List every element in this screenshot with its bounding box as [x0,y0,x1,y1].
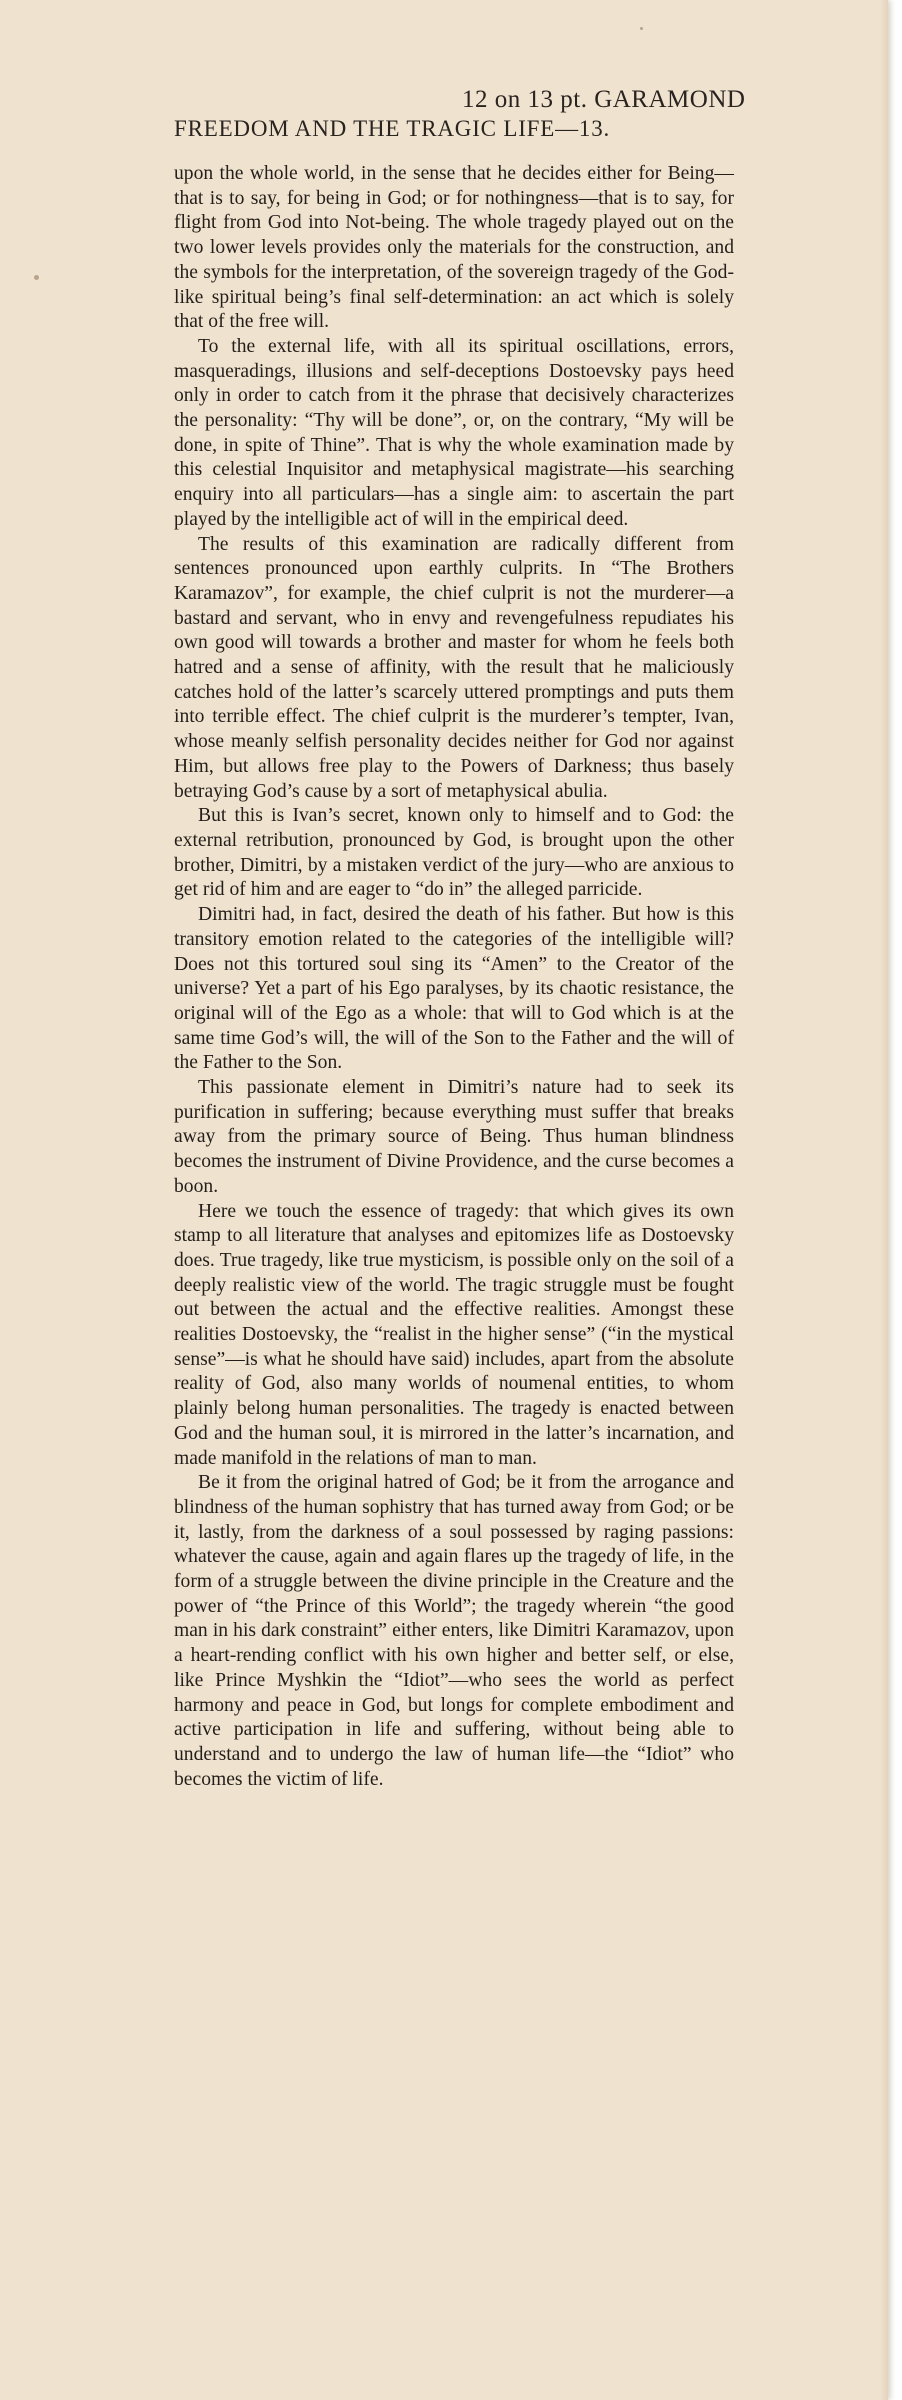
paragraph: upon the whole world, in the sense that he decides either for Being—that is to say, for being in God; or for nothingness—that is to say, for flight from God into Not-being. The whole tragedy played out on the two lower levels provides only the materials for the construction, and the symbols for the interpretation, of the sovereign tragedy of the God-like spiritual being’s final self-determination: an act which is solely that of the free will. [174,163,734,333]
paragraph: But this is Ivan’s secret, known only to himself and to God: the external retribution, pronounced by God, is brought upon the other brother, Dimitri, by a mistaken verdict of the jury—who are anxious to get rid of him and are eager to “do in” the alleged parricide. [174,805,734,901]
paper-spot [640,27,643,30]
running-head: FREEDOM AND THE TRAGIC LIFE—13. [174,116,611,141]
paper-spot [34,275,39,280]
paragraph: To the external life, with all its spiritual oscillations, errors, masqueradings, illusions and self-deceptions Dostoevsky pays heed only in order to catch from it the phrase that decisively characterizes the personality: “Thy will be done”, or, on the contrary, “My will be done, in spite of Thine”. That is why the whole examination made by this celestial Inquisitor and metaphysical magistrate—his searching enquiry into all particulars—has a single aim: to ascertain the part played by the intelligible act of will in the empirical deed. [174,335,734,530]
paper-edge [880,0,888,2400]
paragraph: Be it from the original hatred of God; be it from the arrogance and blindness of the human sophistry that has turned away from God; or be it, lastly, from the darkness of a soul possessed by raging passions: whatever the cause, again and again flares up the tragedy of life, in the form of a struggle between the divine principle in the Creature and the power of “the Prince of this World”; the tragedy wherein “the good man in his dark constraint” either enters, like Dimitri Karamazov, upon a heart-rending conflict with his own higher and better self, or else, like Prince Myshkin the “Idiot”—who sees the world as perfect harmony and peace in God, but longs for complete embodiment and active participation in life and suffering, without being able to understand and to undergo the law of human life—the “Idiot” who becomes the victim of life. [174,1472,734,1790]
printer-note: 12 on 13 pt. GARAMOND [462,86,746,113]
paragraph: This passionate element in Dimitri’s nature had to seek its purification in suffering; because everything must suffer that breaks away from the primary source of Being. Thus human blindness becomes the instrument of Divine Providence, and the curse becomes a boon. [174,1077,734,1197]
body-text [174,162,734,1792]
paragraph: Here we touch the essence of tragedy: that which gives its own stamp to all literature that analyses and epitomizes life as Dostoevsky does. True tragedy, like true mysticism, is possible only on the soil of a deeply realistic view of the world. The tragic struggle must be fought out between the actual and the effective realities. Amongst these realities Dostoevsky, the “realist in the higher sense” (“in the mystical sense”—is what he should have said) includes, apart from the absolute reality of God, also many worlds of noumenal entities, to whom plainly belong human personalities. The tragedy is enacted between God and the human soul, it is mirrored in the latter’s incarnation, and made manifold in the relations of man to man. [174,1200,734,1469]
paragraph: The results of this examination are radically different from sentences pronounced upon earthly culprits. In “The Brothers Karamazov”, for example, the chief culprit is not the murderer—a bastard and servant, who in envy and revengefulness repudiates his own good will towards a brother and master for whom he feels both hatred and a sense of affinity, with the result that he maliciously catches hold of the latter’s scarcely uttered promptings and puts them into terrible effect. The chief culprit is the murderer’s tempter, Ivan, whose meanly selfish personality decides neither for God nor against Him, but allows free play to the Powers of Darkness; thus basely betraying God’s cause by a sort of metaphysical abulia. [174,533,734,802]
paragraph: Dimitri had, in fact, desired the death of his father. But how is this transitory emotion related to the categories of the intelligible will? Does not this tortured soul sing its “Amen” to the Creator of the universe? Yet a part of his Ego paralyses, by its chaotic resistance, the original will of the Ego as a whole: that will to God which is at the same time God’s will, the will of the Son to the Father and the will of the Father to the Son. [174,904,734,1074]
